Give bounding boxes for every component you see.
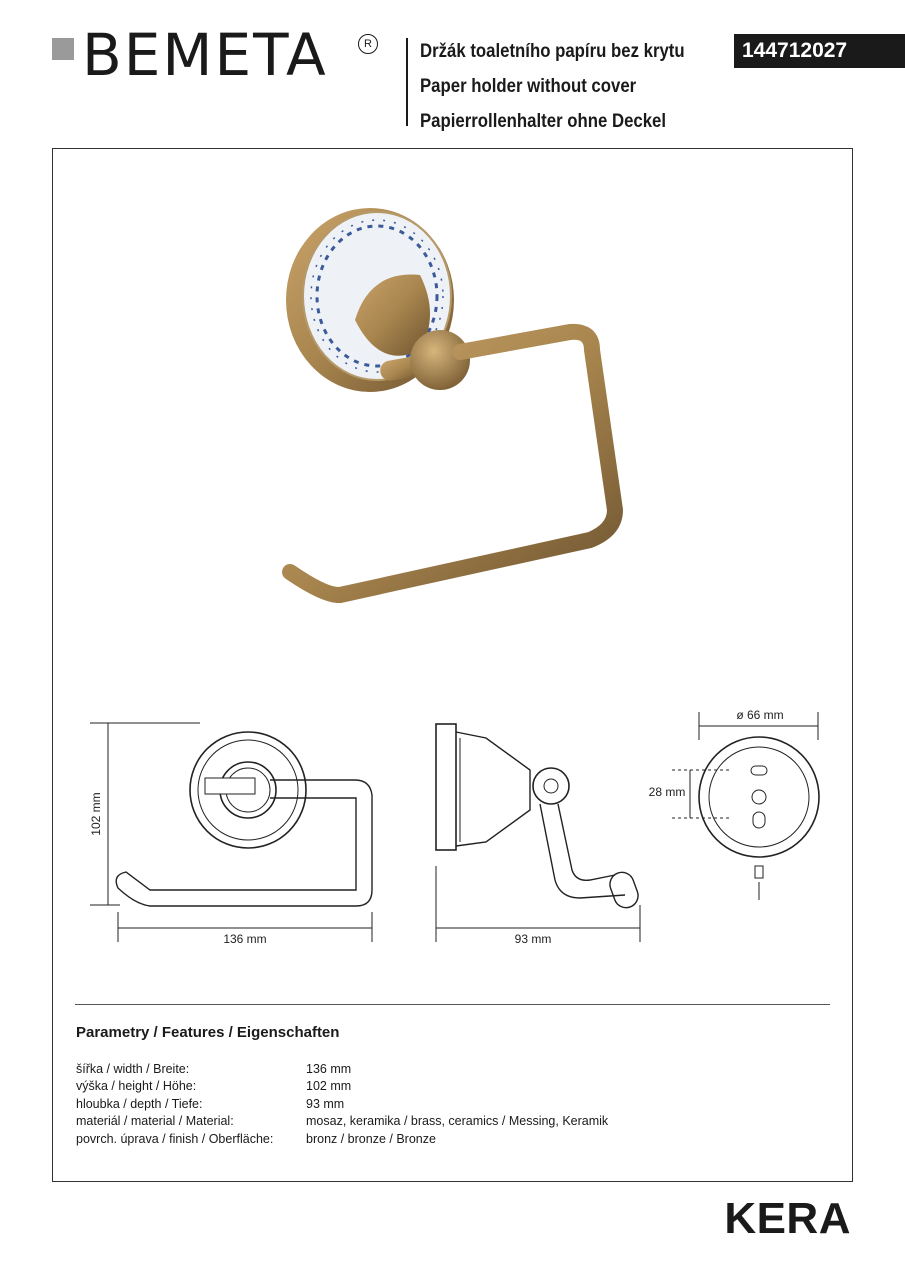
feature-value: mosaz, keramika / brass, ceramics / Messing, Keramik	[306, 1114, 609, 1129]
section-divider	[75, 1004, 830, 1005]
title-en: Paper holder without cover	[420, 75, 637, 97]
product-code: 144712027	[734, 34, 905, 68]
feature-row	[76, 1131, 608, 1148]
feature-value: 136 mm	[306, 1062, 352, 1076]
features-title: Parametry / Features / Eigenschaften	[76, 1024, 340, 1041]
feature-value: 102 mm	[306, 1079, 352, 1094]
feature-row	[76, 1078, 608, 1095]
feature-row	[76, 1061, 608, 1078]
feature-label: hloubka / depth / Tiefe:	[76, 1096, 203, 1111]
feature-row	[76, 1113, 608, 1130]
feature-value: bronz / bronze / Bronze	[306, 1131, 436, 1146]
series-name: KERA	[724, 1194, 851, 1243]
feature-row	[76, 1096, 608, 1113]
registered-mark: R	[358, 34, 378, 54]
brand-logo: BEMETA	[82, 21, 328, 89]
dim-width-label: 136 mm	[223, 932, 267, 946]
features-table	[76, 1061, 608, 1148]
feature-label: materiál / material / Material:	[76, 1114, 234, 1129]
dim-height-label: 102 mm	[89, 792, 103, 836]
dim-diameter-label: ø 66 mm	[736, 708, 784, 722]
title-cz: Držák toaletního papíru bez krytu	[420, 40, 685, 62]
dim-depth-label: 93 mm	[514, 932, 552, 946]
feature-label: šířka / width / Breite:	[76, 1062, 190, 1076]
title-de: Papierrollenhalter ohne Deckel	[420, 110, 667, 132]
dim-holes-label: 28 mm	[648, 785, 686, 799]
feature-value: 93 mm	[306, 1096, 345, 1111]
feature-label: povrch. úprava / finish / Oberfläche:	[76, 1131, 274, 1146]
feature-label: výška / height / Höhe:	[76, 1079, 197, 1094]
